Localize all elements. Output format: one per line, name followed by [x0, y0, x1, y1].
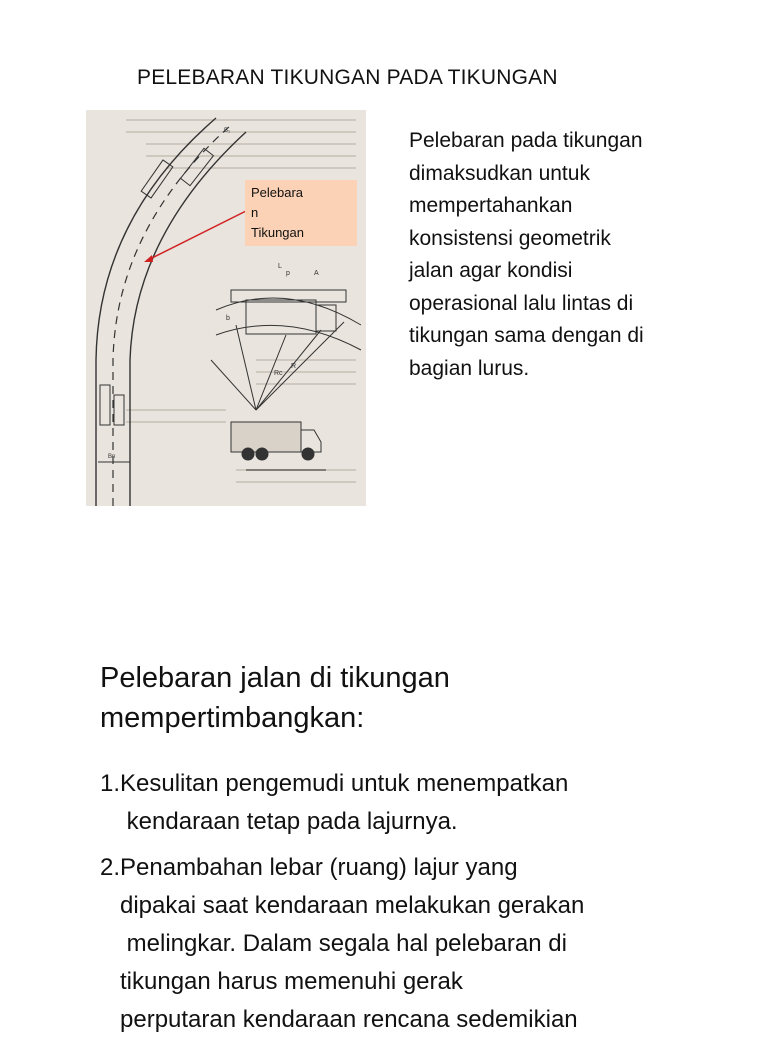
r-label: R: [291, 363, 297, 370]
turning-geometry: [211, 290, 361, 410]
b-label: b: [226, 315, 230, 322]
callout-line: n: [251, 205, 259, 220]
considerations-list: [100, 765, 584, 1039]
road-curve-diagram: [86, 110, 366, 506]
road-widening-figure: [86, 110, 366, 506]
list-item-line: melingkar. Dalam segala hal pelebaran di: [100, 930, 567, 957]
page-title: PELEBARAN TIKUNGAN PADA TIKUNGAN: [137, 66, 558, 89]
list-item-line: perputaran kendaraan rencana sedemikian: [100, 1006, 578, 1033]
callout-pelebaran-tikungan: [245, 180, 357, 246]
description-line: mempertahankan: [409, 194, 573, 217]
callout-line: Tikungan: [251, 225, 304, 240]
description-line: Pelebaran pada tikungan: [409, 129, 643, 152]
vehicle-straight-2: [114, 395, 124, 425]
description-line: bagian lurus.: [409, 356, 530, 380]
description-line: konsistensi geometrik: [409, 226, 611, 250]
callout-arrow: [148, 210, 248, 260]
list-item-line: 1.Kesulitan pengemudi untuk menempatkan: [100, 770, 569, 797]
truck-plan-cab: [316, 305, 336, 331]
description-line: jalan agar kondisi: [409, 259, 573, 282]
b1-label: B₁: [224, 128, 231, 134]
p-label: p: [286, 270, 290, 277]
section-heading: [100, 658, 450, 738]
vehicle-straight: [100, 385, 110, 425]
list-item: [100, 849, 584, 1039]
list-item-line: tikungan harus memenuhi gerak: [100, 968, 463, 995]
rc-label: Rc: [274, 370, 283, 377]
list-item: [100, 765, 584, 841]
callout-line: Pelebara: [251, 185, 304, 200]
heading-line: Pelebaran jalan di tikungan: [100, 662, 450, 694]
description-line: tikungan sama dengan di: [409, 324, 644, 347]
description-line: dimaksudkan untuk: [409, 161, 590, 185]
l-label: L: [278, 263, 282, 270]
description-line: operasional lalu lintas di: [409, 291, 634, 315]
a-label: A: [314, 270, 319, 277]
list-item-line: kendaraan tetap pada lajurnya.: [100, 808, 458, 835]
bn-label: Bn: [108, 454, 116, 460]
description-paragraph: [409, 125, 709, 385]
list-item-line: dipakai saat kendaraan melakukan gerakan: [100, 892, 585, 919]
callout-arrowhead: [144, 255, 153, 262]
list-item-line: 2.Penambahan lebar (ruang) lajur yang: [100, 854, 518, 881]
truck-side-view: [231, 422, 326, 470]
heading-line: mempertimbangkan:: [100, 702, 365, 734]
